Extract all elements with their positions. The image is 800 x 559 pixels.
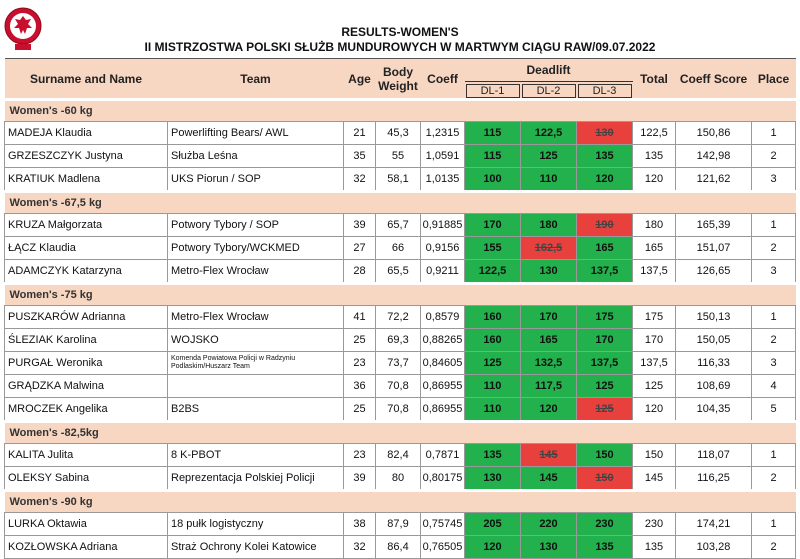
athlete-score: 174,21	[676, 513, 752, 536]
athlete-coeff: 0,9156	[421, 237, 465, 260]
results-body	[5, 100, 796, 559]
athlete-total: 122,5	[633, 122, 676, 145]
col-age-header: Age	[344, 59, 376, 100]
attempt-dl1: 115	[465, 122, 521, 145]
athlete-age: 41	[344, 306, 376, 329]
attempt-dl2: 145	[521, 467, 577, 491]
athlete-row	[5, 329, 796, 352]
attempt-dl3: 170	[577, 329, 633, 352]
athlete-total: 170	[633, 329, 676, 352]
attempt-dl3: 165	[577, 237, 633, 260]
athlete-name: MROCZEK Angelika	[5, 398, 168, 422]
athlete-name: KOZŁOWSKA Adriana	[5, 536, 168, 559]
athlete-bodyweight: 69,3	[376, 329, 421, 352]
athlete-score: 103,28	[676, 536, 752, 559]
athlete-row	[5, 375, 796, 398]
attempt-dl2: 130	[521, 260, 577, 284]
athlete-team: Potwory Tybory / SOP	[168, 214, 344, 237]
athlete-coeff: 0,86955	[421, 375, 465, 398]
athlete-bodyweight: 58,1	[376, 168, 421, 192]
athlete-total: 120	[633, 168, 676, 192]
attempt-dl2: 162,5	[521, 237, 577, 260]
category-row	[5, 100, 796, 122]
athlete-team: 18 pułk logistyczny	[168, 513, 344, 536]
attempt-dl2: 125	[521, 145, 577, 168]
athlete-coeff: 1,2315	[421, 122, 465, 145]
attempt-dl2: 120	[521, 398, 577, 422]
category-title: Women's -90 kg	[5, 491, 796, 513]
athlete-row	[5, 444, 796, 467]
athlete-bodyweight: 73,7	[376, 352, 421, 375]
attempt-dl3: 137,5	[577, 260, 633, 284]
athlete-total: 137,5	[633, 260, 676, 284]
athlete-bodyweight: 65,7	[376, 214, 421, 237]
athlete-coeff: 0,86955	[421, 398, 465, 422]
attempt-dl3: 135	[577, 536, 633, 559]
athlete-score: 126,65	[676, 260, 752, 284]
attempt-dl1: 155	[465, 237, 521, 260]
athlete-name: LURKA Oktawia	[5, 513, 168, 536]
athlete-total: 135	[633, 536, 676, 559]
athlete-place: 2	[752, 536, 796, 559]
athlete-place: 3	[752, 352, 796, 375]
athlete-age: 23	[344, 444, 376, 467]
athlete-place: 2	[752, 145, 796, 168]
attempt-dl2: 165	[521, 329, 577, 352]
athlete-age: 21	[344, 122, 376, 145]
athlete-age: 32	[344, 536, 376, 559]
athlete-score: 151,07	[676, 237, 752, 260]
athlete-coeff: 0,84605	[421, 352, 465, 375]
athlete-coeff: 0,76505	[421, 536, 465, 559]
col-dl1-header: DL-1	[465, 82, 521, 100]
results-table	[4, 58, 796, 559]
athlete-coeff: 0,80175	[421, 467, 465, 491]
athlete-coeff: 0,75745	[421, 513, 465, 536]
athlete-place: 3	[752, 168, 796, 192]
athlete-score: 104,35	[676, 398, 752, 422]
attempt-dl2: 110	[521, 168, 577, 192]
athlete-age: 35	[344, 145, 376, 168]
attempt-dl1: 120	[465, 536, 521, 559]
athlete-score: 108,69	[676, 375, 752, 398]
athlete-name: KRUZA Małgorzata	[5, 214, 168, 237]
athlete-bodyweight: 80	[376, 467, 421, 491]
athlete-place: 2	[752, 467, 796, 491]
col-bodyweight-header: Body Weight	[376, 59, 421, 100]
athlete-team: Służba Leśna	[168, 145, 344, 168]
col-dl2-header: DL-2	[521, 82, 577, 100]
athlete-bodyweight: 70,8	[376, 398, 421, 422]
competition-subtitle: II MISTRZOSTWA POLSKI SŁUŻB MUNDUROWYCH W MARTWYM CIĄGU RAW/09.07.2022	[144, 40, 656, 54]
athlete-coeff: 0,7871	[421, 444, 465, 467]
athlete-total: 125	[633, 375, 676, 398]
athlete-bodyweight: 87,9	[376, 513, 421, 536]
athlete-name: GRZESZCZYK Justyna	[5, 145, 168, 168]
athlete-place: 4	[752, 375, 796, 398]
category-row	[5, 284, 796, 306]
athlete-coeff: 0,88265	[421, 329, 465, 352]
athlete-row	[5, 260, 796, 284]
athlete-team: Potwory Tybory/WCKMED	[168, 237, 344, 260]
category-title: Women's -67,5 kg	[5, 192, 796, 214]
athlete-coeff: 0,91885	[421, 214, 465, 237]
col-deadlift-header: Deadlift	[465, 59, 633, 82]
athlete-score: 150,05	[676, 329, 752, 352]
attempt-dl1: 110	[465, 398, 521, 422]
attempt-dl1: 125	[465, 352, 521, 375]
attempt-dl3: 125	[577, 375, 633, 398]
athlete-place: 5	[752, 398, 796, 422]
attempt-dl2: 130	[521, 536, 577, 559]
col-total-header: Total	[633, 59, 676, 100]
athlete-team: 8 K-PBOT	[168, 444, 344, 467]
col-place-header: Place	[752, 59, 796, 100]
athlete-row	[5, 237, 796, 260]
attempt-dl1: 205	[465, 513, 521, 536]
athlete-name: ADAMCZYK Katarzyna	[5, 260, 168, 284]
attempt-dl1: 100	[465, 168, 521, 192]
athlete-total: 120	[633, 398, 676, 422]
athlete-team: Komenda Powiatowa Policji w Radzyniu Podlaskim/Huszarz Team	[168, 352, 344, 375]
athlete-row	[5, 306, 796, 329]
athlete-name: GRĄDZKA Malwina	[5, 375, 168, 398]
athlete-name: MADEJA Klaudia	[5, 122, 168, 145]
athlete-bodyweight: 82,4	[376, 444, 421, 467]
athlete-team: Powerlifting Bears/ AWL	[168, 122, 344, 145]
col-coeff-header: Coeff	[421, 59, 465, 100]
attempt-dl3: 150	[577, 444, 633, 467]
athlete-team: B2BS	[168, 398, 344, 422]
athlete-score: 165,39	[676, 214, 752, 237]
category-title: Women's -60 kg	[5, 100, 796, 122]
athlete-row	[5, 352, 796, 375]
attempt-dl2: 145	[521, 444, 577, 467]
athlete-score: 150,86	[676, 122, 752, 145]
athlete-age: 39	[344, 214, 376, 237]
athlete-team: UKS Piorun / SOP	[168, 168, 344, 192]
attempt-dl3: 190	[577, 214, 633, 237]
athlete-place: 1	[752, 214, 796, 237]
athlete-name: ŚLEZIAK Karolina	[5, 329, 168, 352]
athlete-team: Metro-Flex Wrocław	[168, 306, 344, 329]
athlete-age: 25	[344, 329, 376, 352]
athlete-score: 142,98	[676, 145, 752, 168]
athlete-coeff: 1,0135	[421, 168, 465, 192]
athlete-row	[5, 536, 796, 559]
athlete-coeff: 0,9211	[421, 260, 465, 284]
attempt-dl3: 125	[577, 398, 633, 422]
athlete-team	[168, 375, 344, 398]
attempt-dl1: 130	[465, 467, 521, 491]
athlete-total: 230	[633, 513, 676, 536]
attempt-dl3: 135	[577, 145, 633, 168]
athlete-total: 150	[633, 444, 676, 467]
col-team-header: Team	[168, 59, 344, 100]
athlete-name: ŁĄCZ Klaudia	[5, 237, 168, 260]
athlete-place: 3	[752, 260, 796, 284]
athlete-coeff: 0,8579	[421, 306, 465, 329]
attempt-dl3: 120	[577, 168, 633, 192]
athlete-age: 27	[344, 237, 376, 260]
attempt-dl1: 115	[465, 145, 521, 168]
athlete-place: 1	[752, 444, 796, 467]
athlete-total: 180	[633, 214, 676, 237]
category-row	[5, 491, 796, 513]
attempt-dl2: 180	[521, 214, 577, 237]
athlete-age: 39	[344, 467, 376, 491]
attempt-dl3: 150	[577, 467, 633, 491]
attempt-dl1: 135	[465, 444, 521, 467]
athlete-bodyweight: 55	[376, 145, 421, 168]
attempt-dl3: 230	[577, 513, 633, 536]
athlete-place: 1	[752, 306, 796, 329]
athlete-row	[5, 467, 796, 491]
athlete-row	[5, 398, 796, 422]
athlete-team: Reprezentacja Polskiej Policji	[168, 467, 344, 491]
athlete-age: 38	[344, 513, 376, 536]
athlete-name: KALITA Julita	[5, 444, 168, 467]
athlete-coeff: 1,0591	[421, 145, 465, 168]
col-dl3-header: DL-3	[577, 82, 633, 100]
athlete-row	[5, 168, 796, 192]
athlete-total: 145	[633, 467, 676, 491]
athlete-bodyweight: 45,3	[376, 122, 421, 145]
athlete-score: 116,33	[676, 352, 752, 375]
athlete-team: WOJSKO	[168, 329, 344, 352]
attempt-dl1: 110	[465, 375, 521, 398]
athlete-place: 2	[752, 237, 796, 260]
category-title: Women's -75 kg	[5, 284, 796, 306]
athlete-name: KRATIUK Madlena	[5, 168, 168, 192]
athlete-total: 165	[633, 237, 676, 260]
category-row	[5, 192, 796, 214]
athlete-score: 150,13	[676, 306, 752, 329]
athlete-total: 175	[633, 306, 676, 329]
athlete-row	[5, 214, 796, 237]
attempt-dl1: 122,5	[465, 260, 521, 284]
athlete-name: PUSZKARÓW Adrianna	[5, 306, 168, 329]
attempt-dl1: 160	[465, 306, 521, 329]
athlete-age: 23	[344, 352, 376, 375]
category-row	[5, 422, 796, 444]
athlete-bodyweight: 70,8	[376, 375, 421, 398]
athlete-row	[5, 122, 796, 145]
attempt-dl3: 137,5	[577, 352, 633, 375]
attempt-dl2: 122,5	[521, 122, 577, 145]
athlete-place: 2	[752, 329, 796, 352]
attempt-dl2: 220	[521, 513, 577, 536]
athlete-name: PURGAŁ Weronika	[5, 352, 168, 375]
athlete-bodyweight: 72,2	[376, 306, 421, 329]
attempt-dl1: 170	[465, 214, 521, 237]
attempt-dl2: 117,5	[521, 375, 577, 398]
athlete-age: 32	[344, 168, 376, 192]
athlete-place: 1	[752, 513, 796, 536]
attempt-dl2: 132,5	[521, 352, 577, 375]
attempt-dl2: 170	[521, 306, 577, 329]
athlete-score: 121,62	[676, 168, 752, 192]
athlete-age: 25	[344, 398, 376, 422]
athlete-name: OLEKSY Sabina	[5, 467, 168, 491]
athlete-bodyweight: 66	[376, 237, 421, 260]
athlete-row	[5, 145, 796, 168]
athlete-age: 28	[344, 260, 376, 284]
athlete-bodyweight: 86,4	[376, 536, 421, 559]
col-score-header: Coeff Score	[676, 59, 752, 100]
attempt-dl3: 130	[577, 122, 633, 145]
athlete-bodyweight: 65,5	[376, 260, 421, 284]
athlete-row	[5, 513, 796, 536]
athlete-place: 1	[752, 122, 796, 145]
category-title: Women's -82,5kg	[5, 422, 796, 444]
athlete-team: Metro-Flex Wrocław	[168, 260, 344, 284]
athlete-score: 116,25	[676, 467, 752, 491]
attempt-dl3: 175	[577, 306, 633, 329]
athlete-age: 36	[344, 375, 376, 398]
attempt-dl1: 160	[465, 329, 521, 352]
athlete-score: 118,07	[676, 444, 752, 467]
athlete-total: 137,5	[633, 352, 676, 375]
athlete-total: 135	[633, 145, 676, 168]
athlete-team: Straż Ochrony Kolei Katowice	[168, 536, 344, 559]
col-name-header: Surname and Name	[5, 59, 168, 100]
results-title: RESULTS-WOMEN'S	[341, 25, 459, 39]
